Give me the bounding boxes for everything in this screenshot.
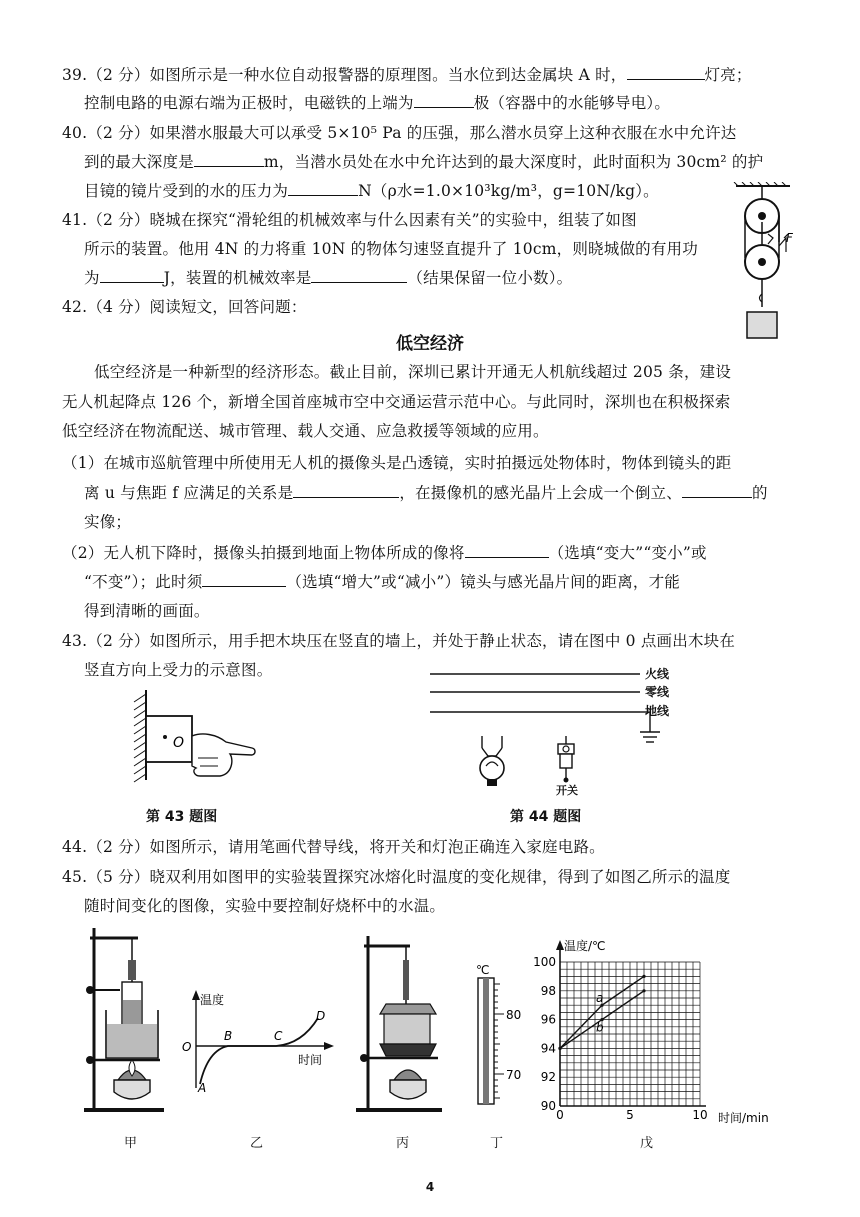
q45-line1: 45.（5 分）晓双利用如图甲的实验装置探究冰熔化时温度的变化规律，得到了如图乙所示的温度 (62, 868, 731, 886)
bulb-icon (480, 736, 504, 786)
apparatus-jia (80, 920, 170, 1120)
answer-blank[interactable] (194, 152, 264, 167)
q41-line2: 所示的装置。他用 4N 的力将重 10N 的物体匀速竖直提升了 10cm，则晓城做的有用功 (84, 240, 698, 258)
switch-label: 开关 (556, 784, 578, 797)
yi-xlabel: 时间 (298, 1053, 323, 1067)
y-tick-label: 92 (540, 1070, 556, 1085)
q42-line1: 42.（4 分）阅读短文，回答问题： (62, 298, 307, 316)
series-label-a: a (596, 991, 604, 1006)
yi-ylabel: 温度 (200, 993, 225, 1007)
page-number: 4 (425, 1180, 435, 1194)
q40-text-d: N（ρ水=1.0×10³kg/m³，g=10N/kg）。 (358, 182, 659, 200)
answer-blank[interactable] (414, 93, 474, 108)
y-tick-label: 94 (540, 1041, 556, 1056)
q44-line: 44.（2 分）如图所示，请用笔画代替导线，将开关和灯泡正确连入家庭电路。 (62, 838, 605, 856)
q39-text-c: 控制电路的电源右端为正极时，电磁铁的上端为 (84, 94, 414, 112)
circuit-figure (420, 660, 680, 800)
q41-text-b: J，装置的机械效率是 (163, 269, 312, 287)
neutral-wire-label: 零线 (645, 685, 670, 699)
ground-symbol (640, 732, 660, 742)
yi-point-a: A (198, 1081, 207, 1095)
series-point-b (558, 1047, 561, 1050)
q41-text-c: （结果保留一位小数）。 (407, 269, 573, 287)
chart-ylabel: 温度/℃ (564, 939, 606, 953)
pulley-figure (728, 182, 798, 344)
chart-xlabel: 时间/min (718, 1111, 769, 1125)
q40-line3 (84, 180, 659, 202)
yi-origin: O (182, 1040, 192, 1054)
thermometer-tick-80: 80 (506, 1008, 522, 1022)
series-point-b (642, 989, 645, 992)
chart-y-arrow (556, 940, 564, 950)
q39-line1 (62, 64, 752, 86)
series-point-a (642, 975, 645, 978)
fig-label-jia: 甲 (124, 1136, 138, 1151)
q42-sub1-line2 (84, 482, 768, 504)
q42-sub2-line3: 得到清晰的画面。 (84, 602, 210, 620)
switch-icon (558, 736, 574, 783)
thermometer-tick-70: 70 (506, 1068, 522, 1082)
q42-text-a: 离 u 与焦距 f 应满足的关系是 (84, 484, 294, 502)
article-p1: 低空经济是一种新型的经济形态。截止目前，深圳已累计开通无人机航线超过 205 条，建设 (94, 363, 732, 381)
yi-point-b: B (224, 1029, 233, 1043)
article-p3: 低空经济在物流配送、城市管理、载人交通、应急救援等领域的应用。 (62, 422, 549, 440)
x-tick-label: 5 (626, 1108, 634, 1122)
fig-label-bing: 丙 (396, 1136, 410, 1151)
article-p2: 无人机起降点 126 个，新增全国首座城市空中交通运营示范中心。与此同时，深圳也在积极探索 (62, 393, 731, 411)
q42-text-f: “不变”）；此时须 (84, 573, 203, 591)
ground-wire-label: 地线 (645, 704, 670, 718)
answer-blank[interactable] (202, 572, 286, 587)
answer-blank[interactable] (100, 268, 164, 283)
q43-line1: 43.（2 分）如图所示，用手把木块压在竖直的墙上，并处于静止状态，请在图中 0 点画出木块在 (62, 632, 736, 650)
graph-yi (178, 988, 338, 1098)
article-title: 低空经济 (396, 334, 464, 354)
q40-text-c: 目镜的镜片受到的水的压力为 (84, 182, 289, 200)
answer-blank[interactable] (311, 268, 407, 283)
x-tick-label: 10 (692, 1108, 708, 1122)
q39-text-b: 灯亮； (704, 66, 752, 84)
temperature-chart (532, 938, 812, 1128)
wall-block-figure (120, 688, 270, 798)
q39-text-a: 39.（2 分）如图所示是一种水位自动报警器的原理图。当水位到达金属块 A 时， (62, 66, 627, 84)
y-tick-label: 96 (540, 1012, 556, 1027)
fig-label-yi: 乙 (250, 1136, 264, 1151)
force-label: F (786, 231, 793, 245)
thermometer-unit: ℃ (476, 963, 490, 977)
y-tick-label: 100 (533, 955, 556, 969)
series-label-b: b (596, 1020, 604, 1035)
q45-line2: 随时间变化的图像，实验中要控制好烧杯中的水温。 (84, 897, 446, 915)
q41-line3 (84, 267, 572, 289)
fig43-caption: 第 43 题图 (146, 809, 218, 825)
q42-sub2-line2 (84, 571, 680, 593)
q40-text-a: 到的最大深度是 (84, 153, 194, 171)
hand-drawing (192, 734, 255, 776)
fig-label-wu: 戊 (640, 1136, 654, 1151)
answer-blank[interactable] (465, 543, 549, 558)
point-o (163, 735, 167, 739)
thermometer-ding (470, 962, 530, 1112)
y-tick-label: 98 (540, 983, 556, 998)
thermometer-ticks (494, 984, 504, 1098)
point-o-label: O (173, 735, 185, 751)
q40-line2 (84, 151, 763, 173)
q42-text-e: （选填“变大”“变小”或 (548, 544, 707, 562)
q42-text-b: ，在摄像机的感光晶片上会成一个倒立、 (399, 484, 682, 502)
answer-blank[interactable] (627, 65, 705, 80)
y-tick-label: 90 (540, 1099, 556, 1113)
wood-block (146, 716, 192, 762)
q41-text-a: 为 (84, 269, 100, 287)
answer-blank[interactable] (288, 181, 358, 196)
melting-curve (200, 1018, 318, 1084)
fig-label-ding: 丁 (490, 1136, 504, 1151)
q42-sub1-line1: （1）在城市巡航管理中所使用无人机的摄像头是凸透镜，实时拍摄远处物体时，物体到镜头的距 (62, 454, 732, 472)
yi-point-c: C (274, 1029, 283, 1043)
wall-hatching (134, 694, 146, 782)
q42-sub1-line3: 实像； (84, 513, 132, 531)
x-tick-label: 0 (556, 1108, 564, 1122)
q43-line2: 竖直方向上受力的示意图。 (84, 661, 273, 679)
q41-line1: 41.（2 分）晓城在探究“滑轮组的机械效率与什么因素有关”的实验中，组装了如图 (62, 211, 637, 229)
q39-line2 (84, 92, 670, 114)
q42-text-d: （2）无人机下降时，摄像头拍摄到地面上物体所成的像将 (62, 544, 465, 562)
q42-text-c: 的 (751, 484, 768, 502)
q39-text-d: 极（容器中的水能够导电）。 (473, 94, 671, 112)
live-wire-label: 火线 (645, 667, 670, 681)
yi-point-d: D (316, 1009, 326, 1023)
answer-blank[interactable] (682, 483, 752, 498)
q42-text-g: （选填“增大”或“减小”）镜头与感光晶片间的距离，才能 (286, 573, 681, 591)
fig44-caption: 第 44 题图 (510, 809, 582, 825)
answer-blank[interactable] (293, 483, 399, 498)
q40-text-b: m，当潜水员处在水中允许达到的最大深度时，此时面积为 30cm² 的护 (263, 153, 764, 171)
q40-line1: 40.（2 分）如果潜水服最大可以承受 5×10⁵ Pa 的压强，那么潜水员穿上这种衣服在水中允许达 (62, 124, 737, 142)
q42-sub2-line1 (62, 542, 707, 564)
apparatus-bing (350, 930, 450, 1120)
chart-axes (556, 940, 706, 1106)
